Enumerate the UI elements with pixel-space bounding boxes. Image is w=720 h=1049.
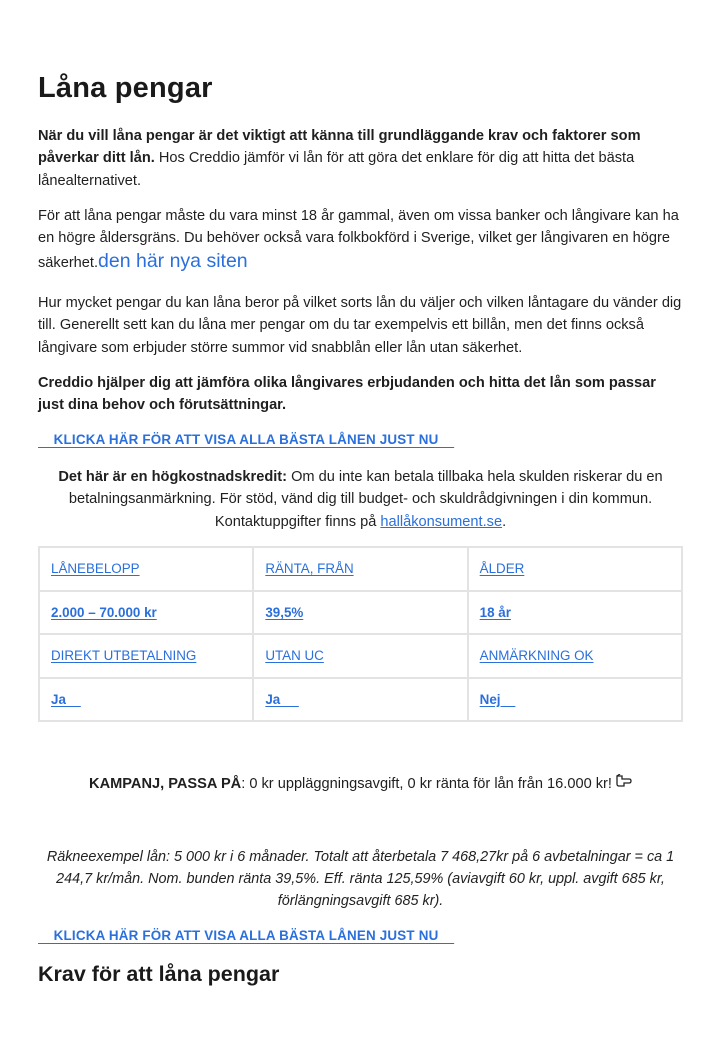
warning-bold: Det här är en högkostnadskredit:: [58, 469, 288, 485]
amount-paragraph: Hur mycket pengar du kan låna beror på vilket sorts lån du väljer och vilken låntagare du vänder dig till. Generellt sett kan du låna mer pengar om du tar exempelvis ett billån, men det finns också långivare som erbjuder större summor vid snabblån eller lån utan säkerhet.: [38, 295, 682, 356]
new-site-link[interactable]: den här nya siten: [98, 249, 248, 272]
creddio-paragraph: Creddio hjälper dig att jämföra olika långivares erbjudanden och hitta det lån som passar just dina behov och förutsättningar.: [38, 375, 656, 414]
warning-text: Om du inte kan betala tillbaka hela skulden riskerar du en betalningsanmärkning. För stöd, vänd dig till budget- och skuldrådgivningen i din kommun. Kontaktuppgifter finns på: [68, 469, 663, 530]
table-row: [39, 547, 682, 591]
loan-info-table: [38, 546, 683, 722]
table-row: [39, 678, 682, 722]
pointing-hand-icon: [616, 772, 632, 794]
hallakonsument-link[interactable]: hallåkonsument.se: [380, 513, 503, 530]
table-cell[interactable]: 18 år: [468, 591, 682, 635]
table-cell[interactable]: DIREKT UTBETALNING: [39, 634, 253, 678]
table-cell[interactable]: Ja: [253, 678, 467, 722]
page-title: Låna pengar: [38, 72, 213, 104]
age-paragraph: [38, 205, 683, 274]
table-cell[interactable]: 39,5%: [253, 591, 467, 635]
warning-end: .: [502, 513, 507, 530]
intro-text: Hos Creddio jämför vi lån för att göra det enklare för dig att hitta det bästa lånealternativet.: [38, 150, 635, 189]
section-heading: Krav för att låna pengar: [38, 962, 280, 986]
table-cell[interactable]: LÅNEBELOPP: [39, 547, 253, 591]
calculation-example: Räkneexempel lån: 5 000 kr i 6 månader. Totalt att återbetala 7 468,27kr på 6 avbetalningar = ca 1 244,7 kr/mån. Nom. bunden ränta 39,5%. Eff. ränta 125,59% (aviavgift 60 kr, uppl. avgift 685 kr, förlängningsavgift 685 kr).: [46, 849, 675, 909]
campaign-text: : 0 kr uppläggningsavgift, 0 kr ränta för lån från 16.000 kr!: [241, 776, 612, 792]
show-loans-link-bottom[interactable]: KLICKA HÄR FÖR ATT VISA ALLA BÄSTA LÅNEN JUST NU: [38, 928, 455, 943]
intro-bold: När du vill låna pengar är det viktigt att känna till grundläggande krav och faktorer som påverkar ditt lån.: [38, 128, 641, 167]
intro-paragraph: [38, 125, 683, 192]
age-text: För att låna pengar måste du vara minst 18 år gammal, även om vissa banker och långivare kan ha en högre åldersgräns. Du behöver också vara folkbokförd i Sverige, vilket ger långivaren en högre säkerhet.: [38, 208, 679, 271]
table-cell[interactable]: UTAN UC: [253, 634, 467, 678]
table-cell[interactable]: ANMÄRKNING OK: [468, 634, 682, 678]
high-cost-warning: [38, 466, 683, 533]
table-cell[interactable]: Nej: [468, 678, 682, 722]
campaign-banner: [38, 772, 683, 795]
table-cell[interactable]: ÅLDER: [468, 547, 682, 591]
campaign-bold: KAMPANJ, PASSA PÅ: [89, 776, 242, 792]
table-cell[interactable]: RÄNTA, FRÅN: [253, 547, 467, 591]
table-cell[interactable]: Ja: [39, 678, 253, 722]
table-cell[interactable]: 2.000 – 70.000 kr: [39, 591, 253, 635]
show-loans-link-top[interactable]: KLICKA HÄR FÖR ATT VISA ALLA BÄSTA LÅNEN JUST NU: [38, 432, 455, 447]
table-row: [39, 634, 682, 678]
table-row: [39, 591, 682, 635]
